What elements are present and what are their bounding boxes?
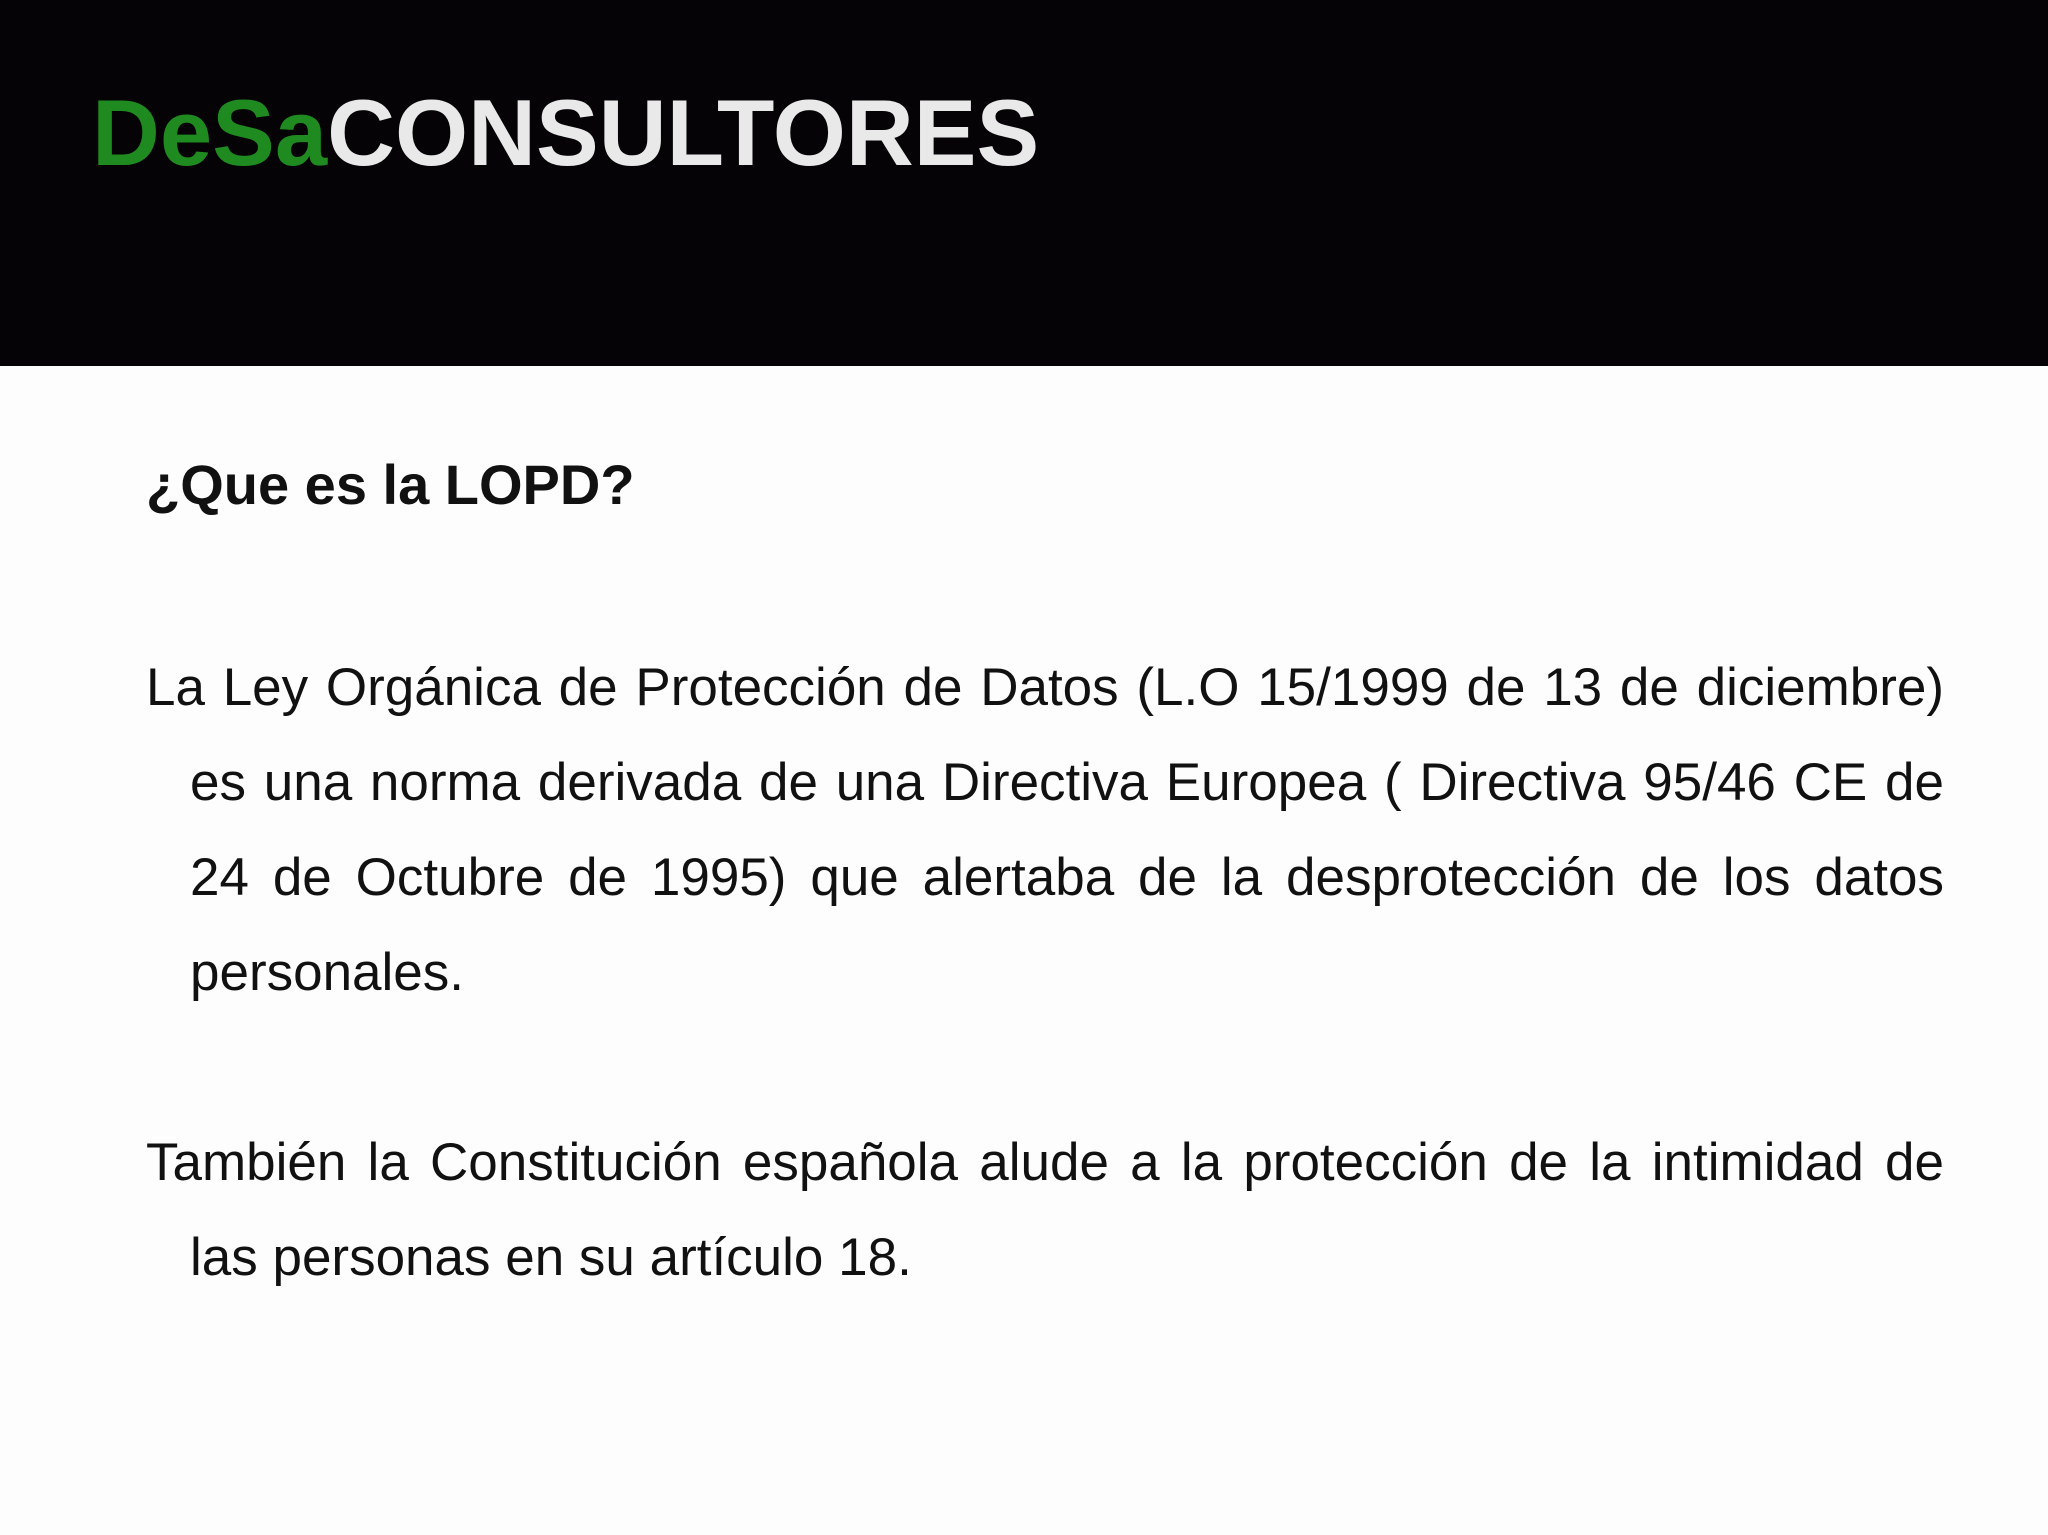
company-logo: [92, 78, 1039, 188]
logo-consultores: CONSULTORES: [327, 80, 1040, 185]
paragraph-constitution: También la Constitución española alude a la protección de la intimidad de las personas en su artículo 18.: [146, 1133, 1944, 1287]
slide-heading: ¿Que es la LOPD?: [146, 453, 635, 516]
logo-desa: DeSa: [92, 80, 328, 185]
header-band: [0, 0, 2048, 366]
slide-content: [146, 440, 1944, 1305]
paragraph-lopd-definition: La Ley Orgánica de Protección de Datos (L.O 15/1999 de 13 de diciembre) es una norma derivada de una Directiva Europea ( Directiva 95/46 CE de 24 de Octubre de 1995) que alertaba de la desprotección de los datos personales.: [146, 658, 1944, 1002]
